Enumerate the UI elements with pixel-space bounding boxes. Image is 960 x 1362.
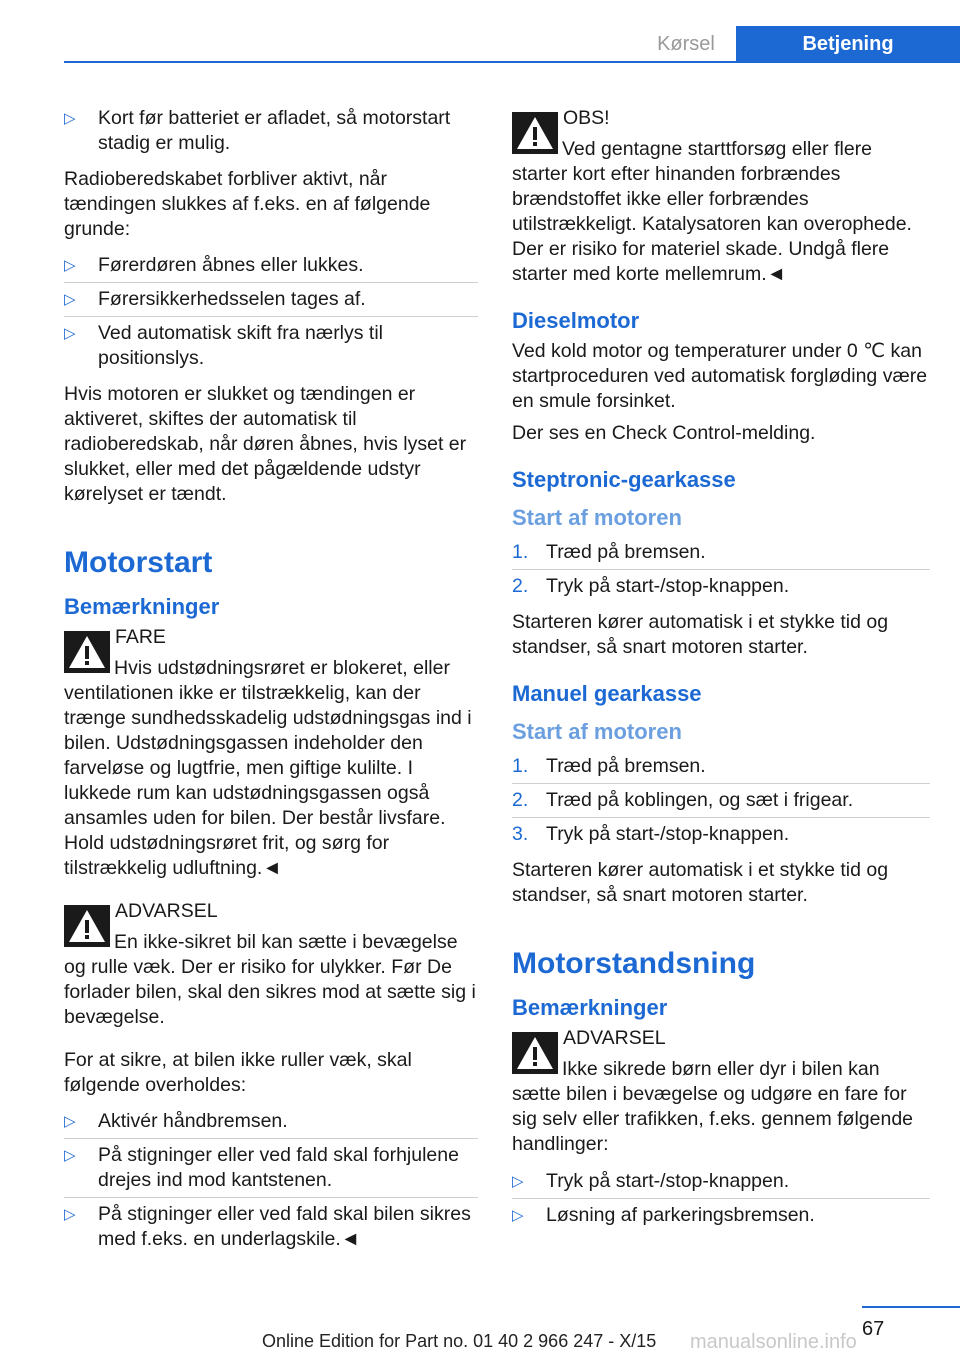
- triangle-bullet-icon: ▷: [64, 291, 76, 308]
- steps-steptronic: [512, 536, 930, 603]
- heading-notes: Bemærkninger: [64, 594, 220, 619]
- warning-obs: [512, 106, 930, 287]
- bullet-list-secure: [64, 1105, 478, 1256]
- heading-steptronic: Steptronic-gearkasse: [512, 467, 736, 492]
- bullet-list-radio: [64, 249, 478, 375]
- list-item: ▷ Førersikkerhedsselen tages af.: [64, 283, 478, 317]
- list-item: ▷ Ved automatisk skift fra nærlys til positionslys.: [64, 322, 384, 369]
- heading-dieselmotor: Dieselmotor: [512, 308, 640, 333]
- triangle-bullet-icon: ▷: [64, 257, 76, 274]
- warning-text: Ikke sikrede børn eller dyr i bilen kan sætte bilen i bevægelse og udgøre en fare for sig selv eller trafikken, f.eks. gennem følgende handlinger:: [512, 1058, 914, 1155]
- warning-title: OBS!: [563, 107, 610, 129]
- list-item: 2. Træd på koblingen, og sæt i frigear.: [512, 784, 930, 818]
- heading-start-engine: Start af motoren: [512, 505, 682, 530]
- warning-triangle-icon: [64, 905, 110, 947]
- list-item: ▷ Aktivér håndbremsen.: [64, 1105, 478, 1139]
- warning-text: Ved gentagne starttforsøg eller flere starter kort efter hinanden forbrændes brændstoffet ikke eller forbrændes utilstrækkeligt. Katalysatoren kan overophede. Der er risiko for materiel skade. Undgå flere starter med korte mellemrum.◄: [512, 138, 912, 285]
- page-number: 67: [862, 1318, 885, 1340]
- triangle-bullet-icon: ▷: [512, 1207, 524, 1224]
- warning-triangle-icon: [64, 631, 110, 673]
- triangle-bullet-icon: ▷: [64, 325, 76, 342]
- heading-motorstop: Motorstandsning: [512, 947, 756, 980]
- heading-start-engine: Start af motoren: [512, 719, 682, 744]
- list-item: ▷ På stigninger eller ved fald skal bilen sikres med f.eks. en underlagskile.◄: [64, 1203, 471, 1250]
- list-item: ▷ Kort før batteriet er afladet, så motorstart stadig er mulig.: [64, 107, 451, 154]
- warning-text: Hvis udstødningsrøret er blokeret, eller ventilationen ikke er tilstrækkelig, kan der trænge sundhedsskadelig udstødningsgas ind i bilen. Udstødningsgassen indeholder den farveløse og lugtfrie, men giftige kulilte. I lukkede rum kan udstødningsgassen også ansamles uden for bilen. Der består livsfare. Hold udstødningsrøret frit, og sørg for tilstrækkelig udluftning.◄: [64, 657, 472, 879]
- triangle-bullet-icon: ▷: [64, 1206, 76, 1223]
- paragraph-starter: Starteren kører automatisk i et stykke tid og standser, så snart motoren starter.: [512, 859, 889, 906]
- triangle-bullet-icon: ▷: [64, 1113, 76, 1130]
- heading-manual: Manuel gearkasse: [512, 681, 702, 706]
- list-item: ▷ På stigninger eller ved fald skal forhjulene drejes ind mod kantstenen.: [64, 1139, 478, 1198]
- paragraph-secure: For at sikre, at bilen ikke ruller væk, skal følgende overholdes:: [64, 1049, 412, 1096]
- warning-title: FARE: [115, 626, 166, 648]
- header-divider: [64, 61, 960, 63]
- warning-triangle-icon: [512, 1032, 558, 1074]
- tab-betjening[interactable]: Betjening: [736, 26, 960, 62]
- bullet-list-actions: [512, 1165, 930, 1232]
- list-item: ▷ Tryk på start-/stop-knappen.: [512, 1165, 930, 1199]
- warning-advarsel: [64, 899, 478, 1030]
- warning-advarsel-2: [512, 1026, 930, 1157]
- warning-text: En ikke-sikret bil kan sætte i bevægelse og rulle væk. Der er risiko for ulykker. Før De forlader bilen, skal den sikres mod at sætte sig i bevægelse.: [64, 931, 476, 1028]
- list-item: 3. Tryk på start-/stop-knappen.: [512, 823, 790, 845]
- warning-triangle-icon: [512, 112, 558, 154]
- tab-korsel[interactable]: Kørsel: [636, 26, 736, 62]
- steps-manual: [512, 750, 930, 851]
- watermark: manualsonline.info: [690, 1331, 857, 1353]
- right-column: [512, 102, 930, 1239]
- triangle-bullet-icon: ▷: [64, 1147, 76, 1164]
- list-item: ▷ Førerdøren åbnes eller lukkes.: [64, 249, 478, 283]
- triangle-bullet-icon: ▷: [512, 1173, 524, 1190]
- bullet-list-battery: [64, 102, 478, 160]
- heading-notes: Bemærkninger: [512, 995, 668, 1020]
- paragraph-radio: Radioberedskabet forbliver aktivt, når tændingen slukkes af f.eks. en af følgende grunde:: [64, 168, 431, 240]
- heading-motorstart: Motorstart: [64, 546, 213, 579]
- list-item: ▷ Løsning af parkeringsbremsen.: [512, 1204, 815, 1226]
- paragraph-check-control: Der ses en Check Control-melding.: [512, 422, 816, 444]
- paragraph-diesel: Ved kold motor og temperaturer under 0 ℃ kan startproceduren ved automatisk forgløding være en smule forsinket.: [512, 340, 928, 412]
- list-item: 1. Træd på bremsen.: [512, 536, 930, 570]
- header-tabs: [636, 26, 960, 62]
- left-column: [64, 102, 478, 1263]
- paragraph-starter: Starteren kører automatisk i et stykke tid og standser, så snart motoren starter.: [512, 611, 889, 658]
- edition-text: Online Edition for Part no. 01 40 2 966 247 - X/15: [262, 1331, 657, 1351]
- list-item: 1. Træd på bremsen.: [512, 750, 930, 784]
- warning-title: ADVARSEL: [563, 1027, 666, 1049]
- paragraph-motor-off: Hvis motoren er slukket og tændingen er aktiveret, skiftes der automatisk til radioberedskab, når døren åbnes, hvis lyset er slukket, eller med det pågældende udstyr kørelyset er tændt.: [64, 383, 467, 505]
- warning-fare: [64, 625, 478, 881]
- warning-title: ADVARSEL: [115, 900, 218, 922]
- footer-divider: [862, 1306, 960, 1308]
- list-item: 2. Tryk på start-/stop-knappen.: [512, 575, 790, 597]
- triangle-bullet-icon: ▷: [64, 110, 76, 127]
